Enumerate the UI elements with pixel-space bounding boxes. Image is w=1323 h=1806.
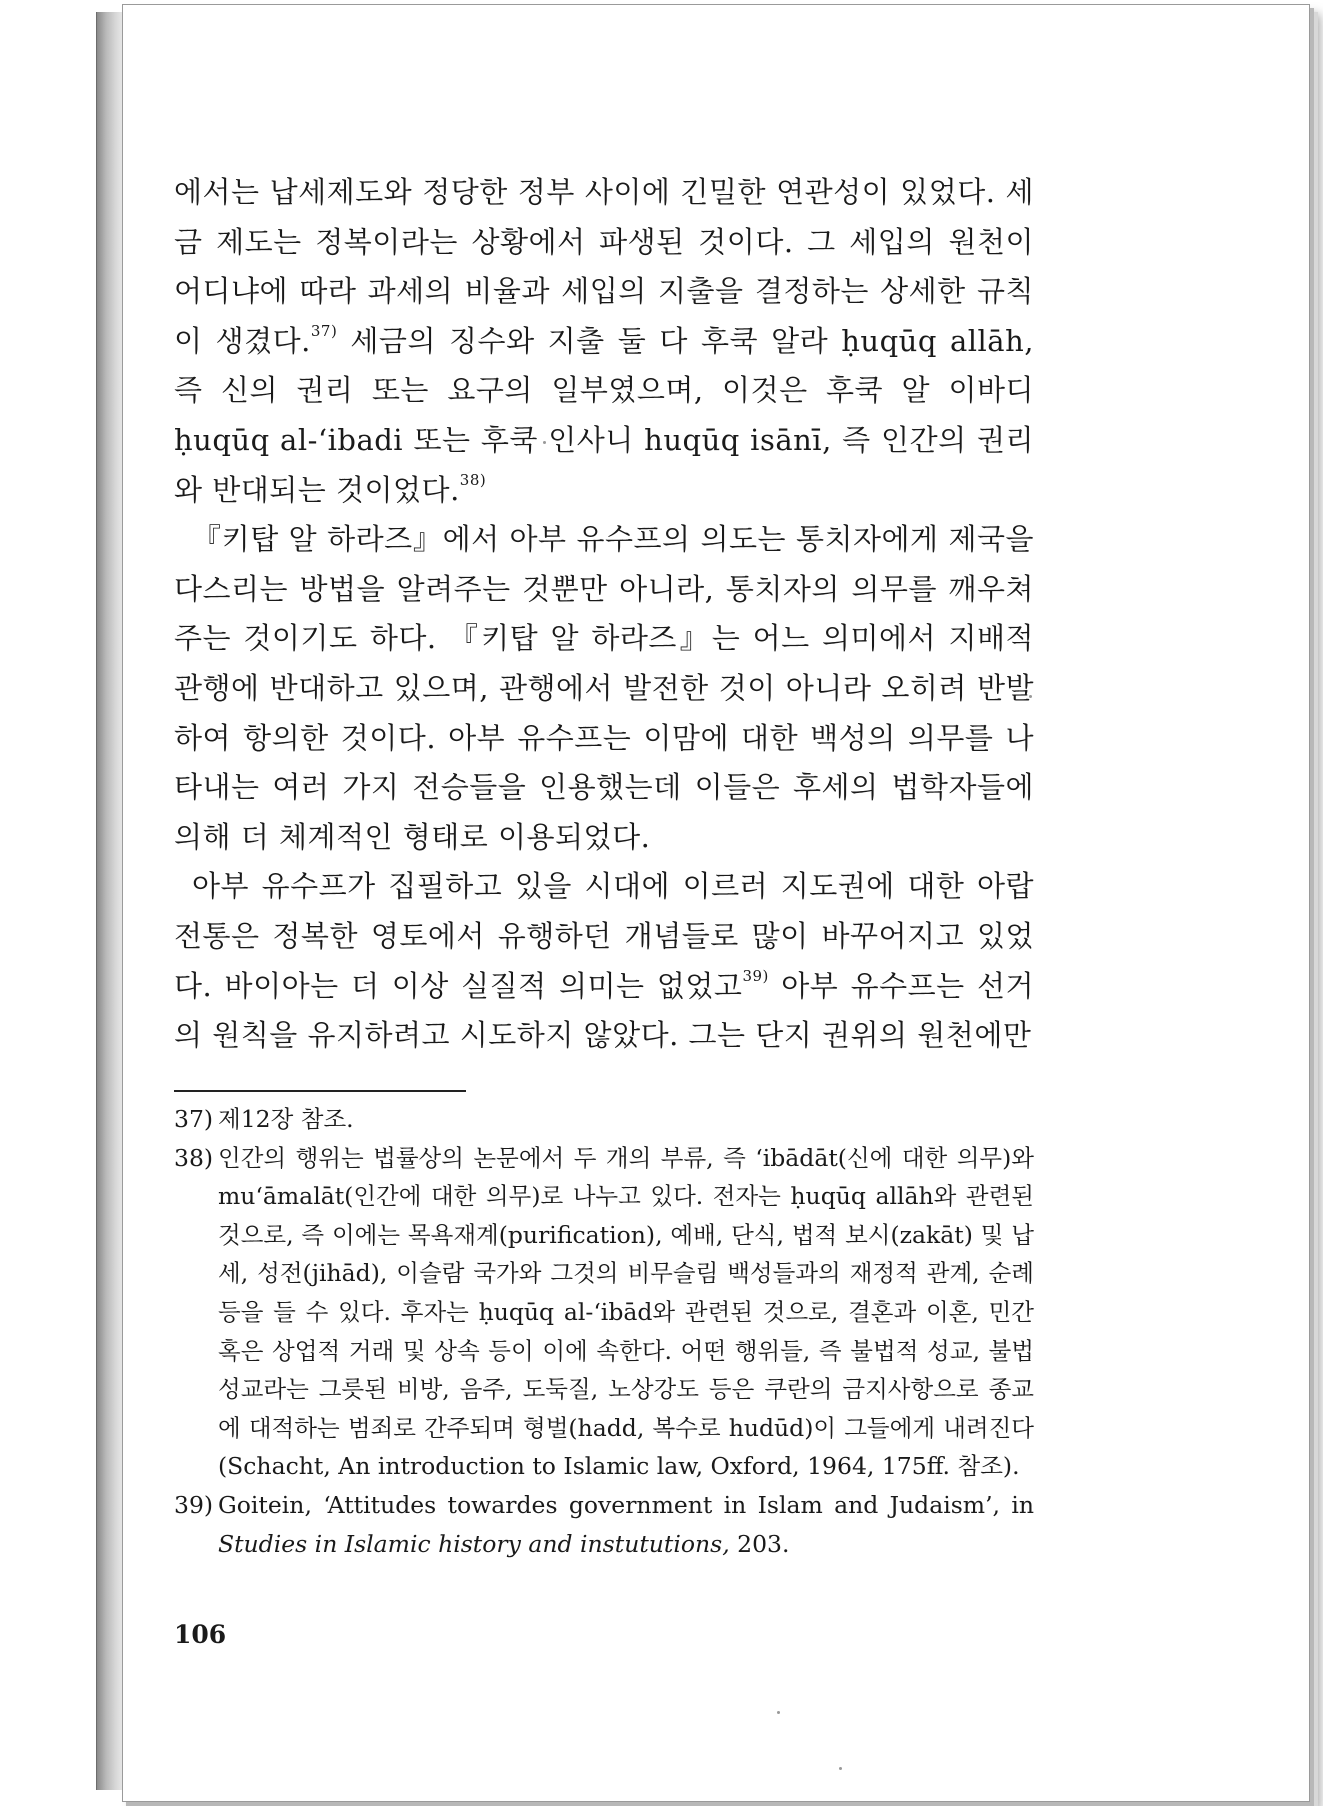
page-number: 106 [174, 1620, 227, 1649]
footnote-text-part: 203. [729, 1529, 790, 1558]
footnote-37 [174, 1100, 1034, 1139]
footnote-text [218, 1486, 1034, 1563]
paragraph-1 [174, 168, 1034, 515]
footnote-ref-37: 37) [310, 322, 338, 341]
footnote-number: 39) [174, 1490, 214, 1519]
footnote-ref-38: 38) [459, 470, 487, 489]
footnote-separator [174, 1090, 466, 1092]
footnote-number: 37) [174, 1105, 214, 1133]
paragraph-3-text-b: 아부 유수프는 선거의 원칙을 유지하려고 시도하지 않았다. 그는 단지 권위의 원천에만 [174, 968, 1034, 1053]
footnote-39 [174, 1486, 1034, 1563]
footnote-ref-39: 39) [742, 966, 769, 985]
paragraph-2: 『키탑 알 하라즈』에서 아부 유수프의 의도는 통치자에게 제국을 다스리는 방법을 알려주는 것뿐만 아니라, 통치자의 의무를 깨우쳐 주는 것이기도 하다. 『키탑 알 하라즈』는 어느 의미에서 지배적 관행에 반대하고 있으며, 관행에서 발전한 것이 아니라 오히려 반발하여 항의한 것이다. 아부 유수프는 이맘에 대한 백성의 의무를 나타내는 여러 가지 전승들을 인용했는데 이들은 후세의 법학자들에 의해 더 체계적인 형태로 이용되었다. [174, 522, 1034, 854]
footnotes [174, 1100, 1034, 1563]
footnote-text: 인간의 행위는 법률상의 논문에서 두 개의 부류, 즉 ‘ibādāt(신에 대한 의무)와 mu‘āmalāt(인간에 대한 의무)로 나누고 있다. 전자는 ḥuqūq allāh와 관련된 것으로, 즉 이에는 목욕재계(purification), 예배, 단식, 법적 보시(zakāt) 및 납세, 성전(jihād), 이슬람 국가와 그것의 비무슬림 백성들과의 재정적 관계, 순례 등을 들 수 있다. 후자는 ḥuqūq al-‘ibād와 관련된 것으로, 결혼과 이혼, 민간 혹은 상업적 거래 및 상속 등이 이에 속한다. 어떤 행위들, 즉 불법적 성교, 불법 성교라는 그릇된 비방, 음주, 도둑질, 노상강도 등은 쿠란의 금지사항으로 종교에 대적하는 범죄로 간주되며 형벌(hadd, 복수로 hudūd)이 그들에게 내려진다(Schacht, An introduction to Islamic law, Oxford, 1964, 175ff. 참조). [218, 1143, 1034, 1481]
footnote-38 [174, 1139, 1034, 1486]
paragraph-3-text-a: 아부 유수프가 집필하고 있을 시대에 이르러 지도권에 대한 아랍 전통은 정복한 영토에서 유행하던 개념들로 많이 바꾸어지고 있었다. 바이아는 더 이상 실질적 의미는 없었고 [174, 869, 1034, 1003]
footnote-number: 38) [174, 1143, 214, 1172]
body-text [174, 168, 1034, 1061]
footnote-text: 제12장 참조. [218, 1105, 354, 1133]
paper-speck [839, 1767, 842, 1770]
paper-speck [777, 1711, 780, 1714]
paragraph-1-text-a: 에서는 납세제도와 정당한 정부 사이에 긴밀한 연관성이 있었다. 세금 제도는 정복이라는 상황에서 파생된 것이다. 그 세입의 원천이 어디냐에 따라 과세의 비율과 세입의 지출을 결정하는 상세한 규칙이 생겼다. [174, 175, 1034, 358]
footnote-text-part: Goitein, ‘Attitudes towardes government in Islam and Judaism’, in [218, 1490, 1034, 1519]
footnote-book-title: Studies in Islamic history and instututions, [218, 1529, 730, 1558]
book-spine-edge [96, 12, 123, 1790]
paragraph-1-text-b: 세금의 징수와 지출 둘 다 후쿡 알라 ḥuqūq allāh, 즉 신의 권리 또는 요구의 일부였으며, 이것은 후쿡 알 이바디 ḥuqūq al-‘ibadi 또는 후쿡 인사니 huqūq isānī, 즉 인간의 권리와 반대되는 것이었다. [174, 323, 1034, 507]
paragraph-3 [174, 862, 1034, 1060]
